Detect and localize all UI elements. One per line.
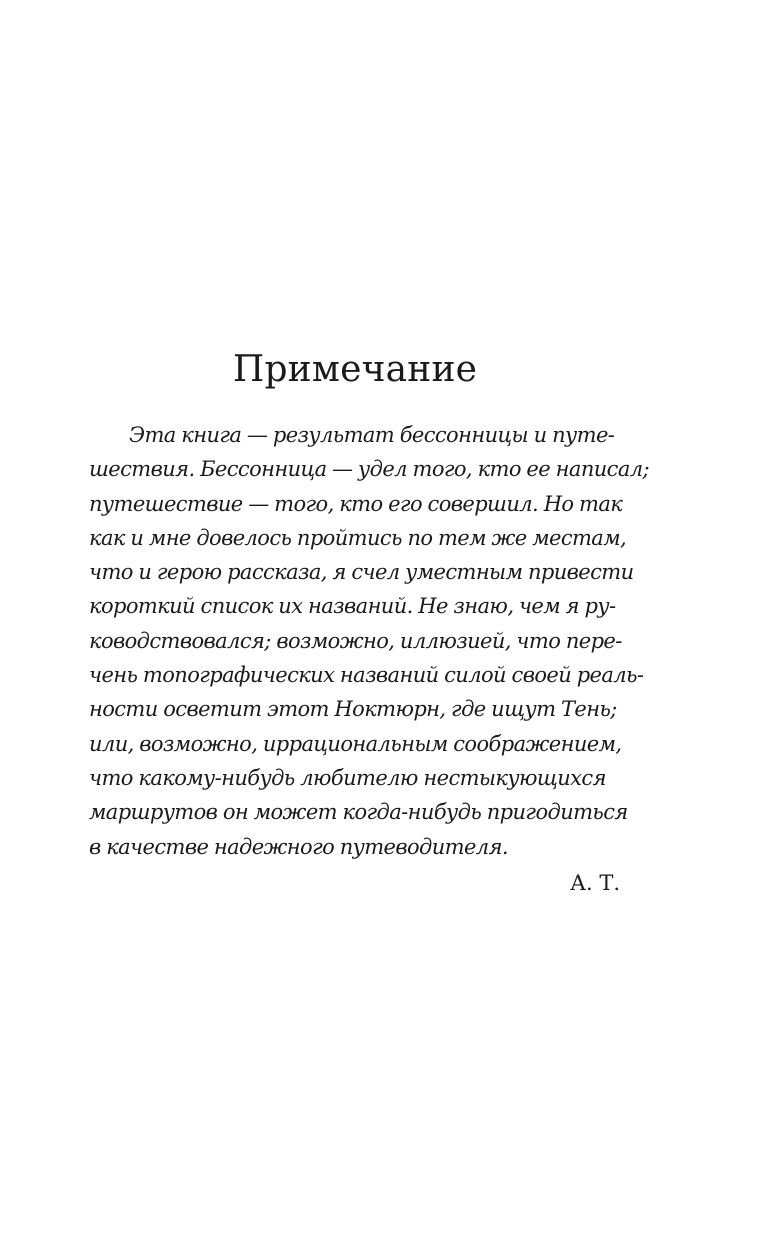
paragraph-line: короткий список их названий. Не знаю, чем я ру-: [89, 594, 616, 619]
paragraph-line: или, возможно, иррациональным соображением,: [89, 731, 622, 756]
paragraph-line: как и мне довелось пройтись по тем же местам,: [89, 525, 627, 550]
paragraph-line: ности осветит этот Ноктюрн, где ищут Тень;: [89, 697, 617, 722]
paragraph-line: в качестве надежного путеводителя.: [89, 834, 508, 859]
author-signature: А. Т.: [570, 871, 620, 895]
paragraph-line: что и герою рассказа, я счел уместным привести: [89, 560, 634, 585]
paragraph-line: Эта книга — результат бессонницы и путе-: [129, 423, 615, 447]
paragraph-line: маршрутов он может когда-нибудь пригодиться: [89, 800, 628, 825]
note-paragraph: [89, 418, 649, 864]
paragraph-line: чень топографических названий силой своей реаль-: [89, 663, 644, 688]
paragraph-line: что какому-нибудь любителю нестыкующихся: [89, 765, 606, 790]
paragraph-line: путешествие — того, кто его совершил. Но так: [89, 491, 623, 516]
page-title: Примечание: [232, 349, 478, 390]
paragraph-line: ководствовался; возможно, иллюзией, что пере-: [89, 628, 622, 653]
paragraph-line: шествия. Бессонница — удел того, кто ее написал;: [89, 457, 649, 482]
